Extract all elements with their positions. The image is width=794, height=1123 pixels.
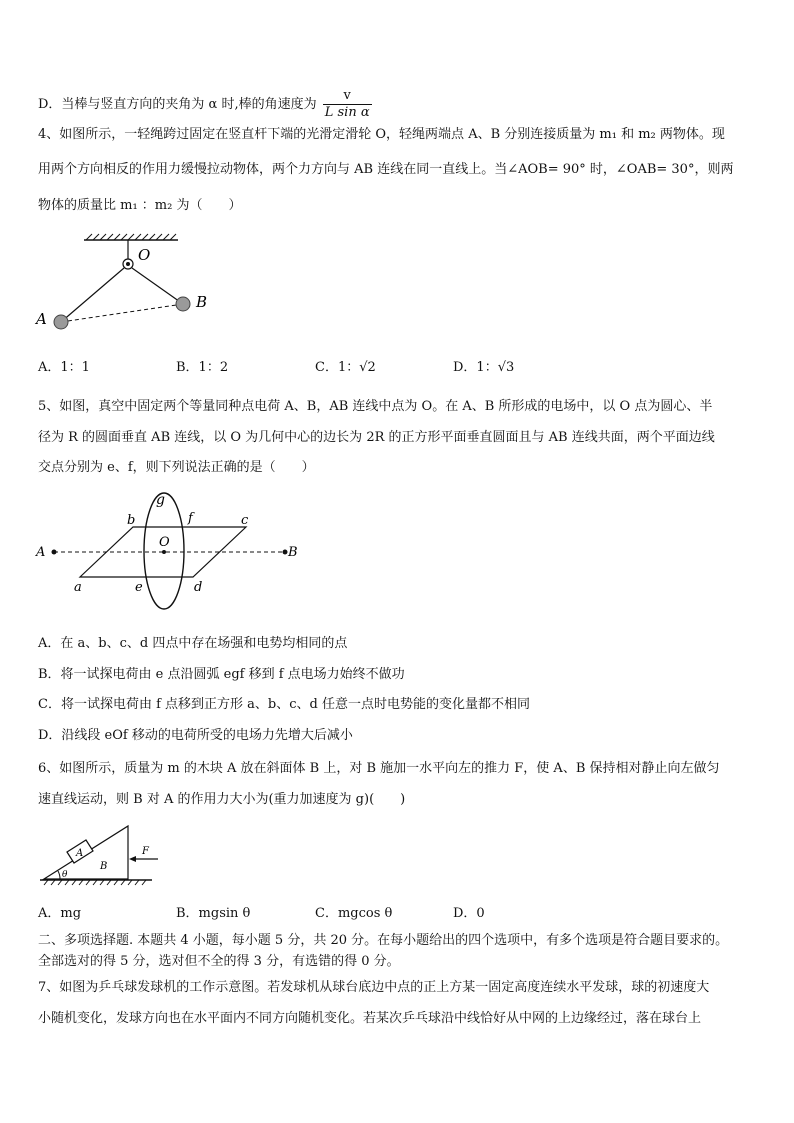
angular-velocity-fraction — [323, 88, 372, 121]
fraction-denominator: L sin α — [324, 105, 370, 120]
label-a-charge: A — [36, 545, 46, 560]
q6-option-c: C．mgcos θ — [315, 906, 393, 921]
q6-option-d: D．0 — [453, 906, 485, 921]
q4-pulley-figure — [30, 232, 220, 337]
q4-option-c: C．1：√2 — [315, 360, 376, 375]
q5-field-figure — [30, 488, 310, 618]
label-theta: θ — [62, 870, 68, 880]
q4-option-b: B．1：2 — [176, 360, 229, 375]
q4-option-a: A．1：1 — [38, 360, 90, 375]
label-o: O — [138, 246, 151, 264]
label-b-charge: B — [288, 545, 298, 560]
label-a: A — [36, 310, 47, 328]
q5-stem-line-3: 交点分别为 e、f，则下列说法正确的是（ ） — [38, 460, 315, 475]
q3-option-d-text: D．当棒与竖直方向的夹角为 α 时,棒的角速度为 — [38, 97, 317, 112]
label-b-point: b — [127, 513, 136, 528]
q5-stem-line-1: 5、如图，真空中固定两个等量同种点电荷 A、B，AB 连线中点为 O。在 A、B 所形成的电场中，以 O 点为圆心、半 — [38, 399, 713, 414]
q4-stem-line-3: 物体的质量比 m₁ ：m₂ 为（ ） — [38, 198, 242, 213]
section-2-heading-line-1: 二、多项选择题. 本题共 4 小题，每小题 5 分，共 20 分。在每小题给出的四个选项中，有多个选项是符合题目要求的。 — [38, 933, 729, 948]
q4-stem-line-1: 4、如图所示，一轻绳跨过固定在竖直杆下端的光滑定滑轮 O，轻绳两端点 A、B 分别连接质量为 m₁ 和 m₂ 两物体。现 — [38, 127, 725, 142]
q6-incline-figure — [36, 822, 166, 888]
label-e: e — [135, 580, 143, 595]
label-block-a: A — [76, 848, 84, 859]
q5-option-a: A．在 a、b、c、d 四点中存在场强和电势均相同的点 — [38, 636, 348, 651]
q5-option-d: D．沿线段 eOf 移动的电荷所受的电场力先增大后减小 — [38, 728, 353, 743]
q3-option-d — [38, 88, 372, 121]
label-d: d — [194, 580, 203, 595]
q6-option-a: A．mg — [38, 906, 82, 921]
label-g: g — [156, 492, 165, 508]
q7-stem-line-2: 小随机变化，发球方向也在水平面内不同方向随机变化。若某次乒乓球沿中线恰好从中网的上边缘经过，落在球台上 — [38, 1011, 702, 1026]
section-2-heading-line-2: 全部选对的得 5 分，选对但不全的得 3 分，有选错的得 0 分。 — [38, 954, 400, 969]
q5-option-b: B．将一试探电荷由 e 点沿圆弧 egf 移到 f 点电场力始终不做功 — [38, 667, 405, 682]
label-b: B — [196, 293, 208, 311]
label-a-point: a — [74, 580, 82, 595]
label-o: O — [159, 535, 170, 550]
q5-option-c: C．将一试探电荷由 f 点移到正方形 a、b、c、d 任意一点时电势能的变化量都不相同 — [38, 697, 530, 712]
q6-stem-line-2: 速直线运动，则 B 对 A 的作用力大小为(重力加速度为 g)( ) — [38, 792, 406, 807]
fraction-numerator: v — [323, 88, 372, 105]
label-f: f — [188, 511, 193, 526]
label-incline-b: B — [100, 861, 108, 872]
q5-stem-line-2: 径为 R 的圆面垂直 AB 连线，以 O 为几何中心的边长为 2R 的正方形平面垂直圆面且与 AB 连线共面，两个平面边线 — [38, 430, 715, 445]
q4-stem-line-2: 用两个方向相反的作用力缓慢拉动物体，两个力方向与 AB 连线在同一直线上。当∠AOB= 90° 时，∠OAB= 30°，则两 — [38, 162, 734, 177]
label-c: c — [241, 513, 249, 528]
label-force-f: F — [142, 846, 149, 857]
q7-stem-line-1: 7、如图为乒乓球发球机的工作示意图。若发球机从球台底边中点的正上方某一固定高度连续水平发球，球的初速度大 — [38, 980, 710, 995]
q6-stem-line-1: 6、如图所示，质量为 m 的木块 A 放在斜面体 B 上，对 B 施加一水平向左的推力 F，使 A、B 保持相对静止向左做匀 — [38, 761, 720, 776]
q6-option-b: B．mgsin θ — [176, 906, 251, 921]
q4-option-d: D．1：√3 — [453, 360, 515, 375]
